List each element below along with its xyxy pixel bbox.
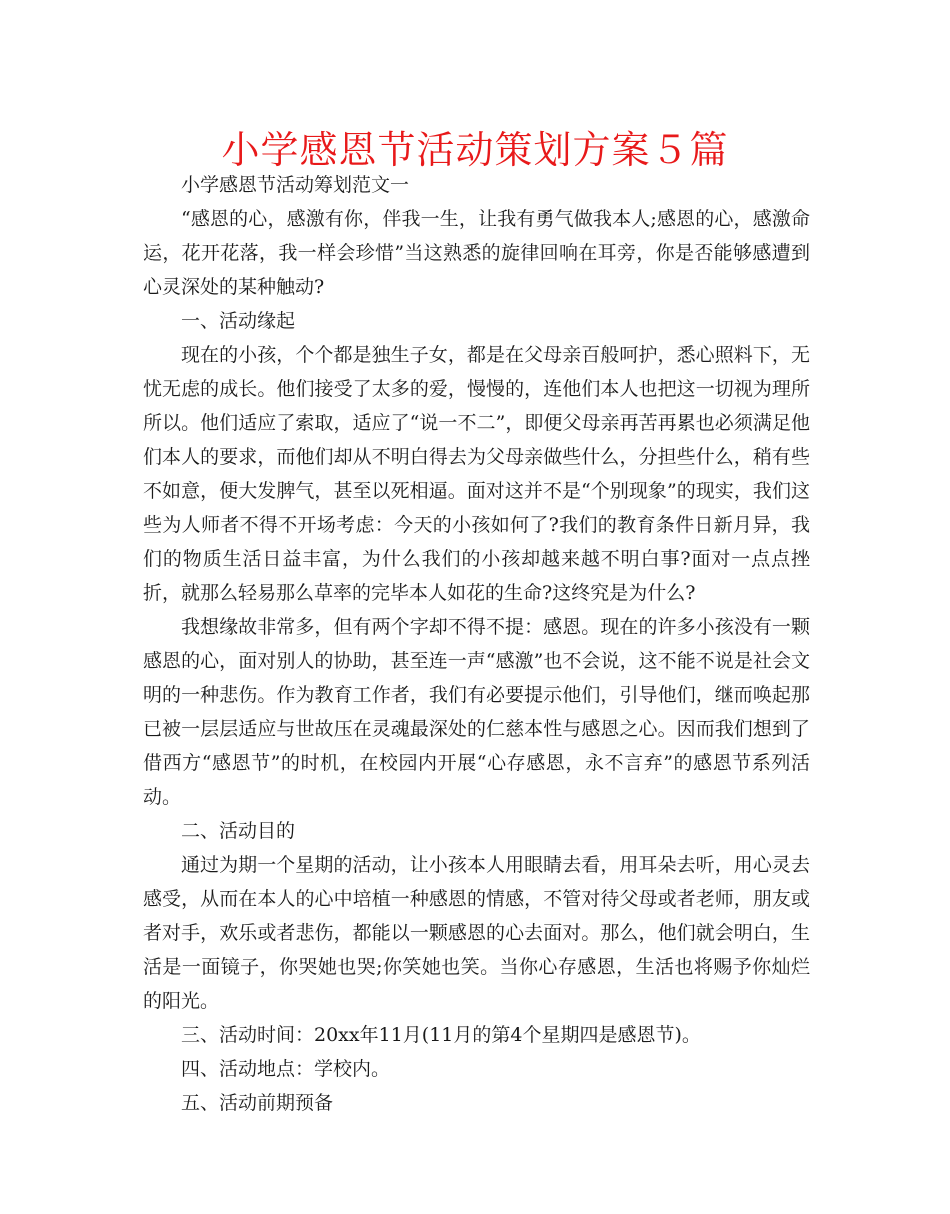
origin-paragraph-1: 现在的小孩，个个都是独生子女，都是在父母亲百般呵护，悉心照料下，无忧无虑的成长。他们接受了太多的爱，慢慢的，连他们本人也把这一切视为理所所以。他们适应了索取，适应了“说一不二”，即便父母亲再苦再累也必须满足他们本人的要求，而他们却从不明白得去为父母亲做些什么，分担些什么，稍有些不如意，便大发脾气，甚至以死相逼。面对这并不是“个别现象”的现实，我们这些为人师者不得不开场考虑：今天的小孩如何了?我们的教育条件日新月异，我们的物质生活日益丰富，为什么我们的小孩却越来越不明白事?面对一点点挫折，就那么轻易那么草率的完毕本人如花的生命?这终究是为什么? [143,344,810,604]
section-location: 四、活动地点：学校内。 [181,1058,391,1080]
section-preparation: 五、活动前期预备 [181,1092,334,1114]
document-title: 小学感恩节活动策划方案５篇 [221,128,729,172]
document-body [143,168,810,1120]
document-subtitle: 小学感恩节活动筹划范文一 [181,174,410,196]
purpose-paragraph: 通过为期一个星期的活动，让小孩本人用眼睛去看，用耳朵去听，用心灵去感受，从而在本人的心中培植一种感恩的情感，不管对待父母或者老师，朋友或者对手，欢乐或者悲伤，都能以一颗感恩的心去面对。那么，他们就会明白，生活是一面镜子，你哭她也哭;你笑她也笑。当你心存感恩，生活也将赐予你灿烂的阳光。 [143,854,810,1012]
section-time: 三、活动时间：20xx年11月(11月的第4个星期四是感恩节)。 [181,1024,701,1046]
section-heading-origin: 一、活动缘起 [181,310,296,332]
intro-paragraph: “感恩的心，感激有你，伴我一生，让我有勇气做我本人;感恩的心，感激命运，花开花落，我一样会珍惜”当这熟悉的旋律回响在耳旁，你是否能够感遭到心灵深处的某种触动? [143,208,810,298]
section-heading-purpose: 二、活动目的 [181,820,296,842]
origin-paragraph-2: 我想缘故非常多，但有两个字却不得不提：感恩。现在的许多小孩没有一颗感恩的心，面对别人的协助，甚至连一声“感激”也不会说，这不能不说是社会文明的一种悲伤。作为教育工作者，我们有必要提示他们，引导他们，继而唤起那已被一层层适应与世故压在灵魂最深处的仁慈本性与感恩之心。因而我们想到了借西方“感恩节”的时机，在校园内开展“心存感恩，永不言弃”的感恩节系列活动。 [143,616,810,808]
